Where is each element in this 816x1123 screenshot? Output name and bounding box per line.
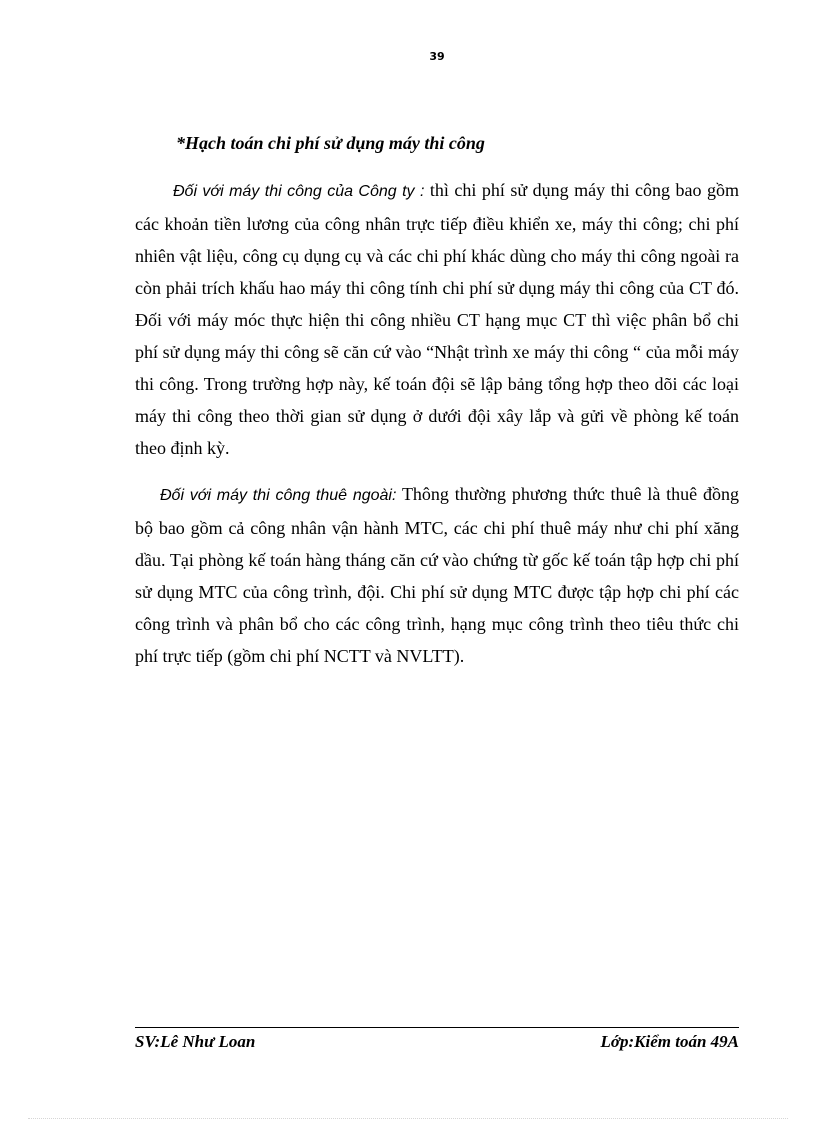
paragraph-lead: Đối với máy thi công của Công ty : [173, 183, 425, 200]
page-number: 39 [429, 50, 445, 63]
paragraph-own-machinery [135, 174, 739, 464]
page-bottom-border [28, 1118, 788, 1119]
section-heading: *Hạch toán chi phí sử dụng máy thi công [176, 133, 485, 153]
paragraph-body: Thông thường phương thức thuê là thuê đồng bộ bao gồm cả công nhân vận hành MTC, các chi phí thuê máy như chi phí xăng dầu. Tại phòng kế toán hàng tháng căn cứ vào chứng từ gốc kế toán tập hợp chi phí sử dụng MTC của công trình, đội. Chi phí sử dụng MTC được tập hợp chi phí các công trình và phân bổ cho các công trình, hạng mục công trình theo tiêu thức chi phí trực tiếp (gồm chi phí NCTT và NVLTT). [135, 484, 739, 666]
paragraph-body: thì chi phí sử dụng máy thi công bao gồm các khoản tiền lương của công nhân trực tiếp điều khiển xe, máy thi công; chi phí nhiên vật liệu, công cụ dụng cụ và các chi phí khác dùng cho máy thi công ngoài ra còn phải trích khấu hao máy thi công tính chi phí sử dụng máy thi công của CT đó. Đối với máy móc thực hiện thi công nhiều CT hạng mục CT thì việc phân bổ chi phí sử dụng máy thi công sẽ căn cứ vào “Nhật trình xe máy thi công “ của mỗi máy thi công. Trong trường hợp này, kế toán đội sẽ lập bảng tổng hợp theo dõi các loại máy thi công theo thời gian sử dụng ở dưới đội xây lắp và gửi về phòng kế toán theo định kỳ. [135, 180, 739, 458]
footer-student-name: SV:Lê Như Loan [135, 1032, 256, 1051]
footer-divider [135, 1027, 739, 1028]
paragraph-lead: Đối với máy thi công thuê ngoài: [160, 487, 397, 504]
footer-class-name: Lớp:Kiểm toán 49A [600, 1032, 739, 1051]
paragraph-rented-machinery [135, 478, 739, 672]
